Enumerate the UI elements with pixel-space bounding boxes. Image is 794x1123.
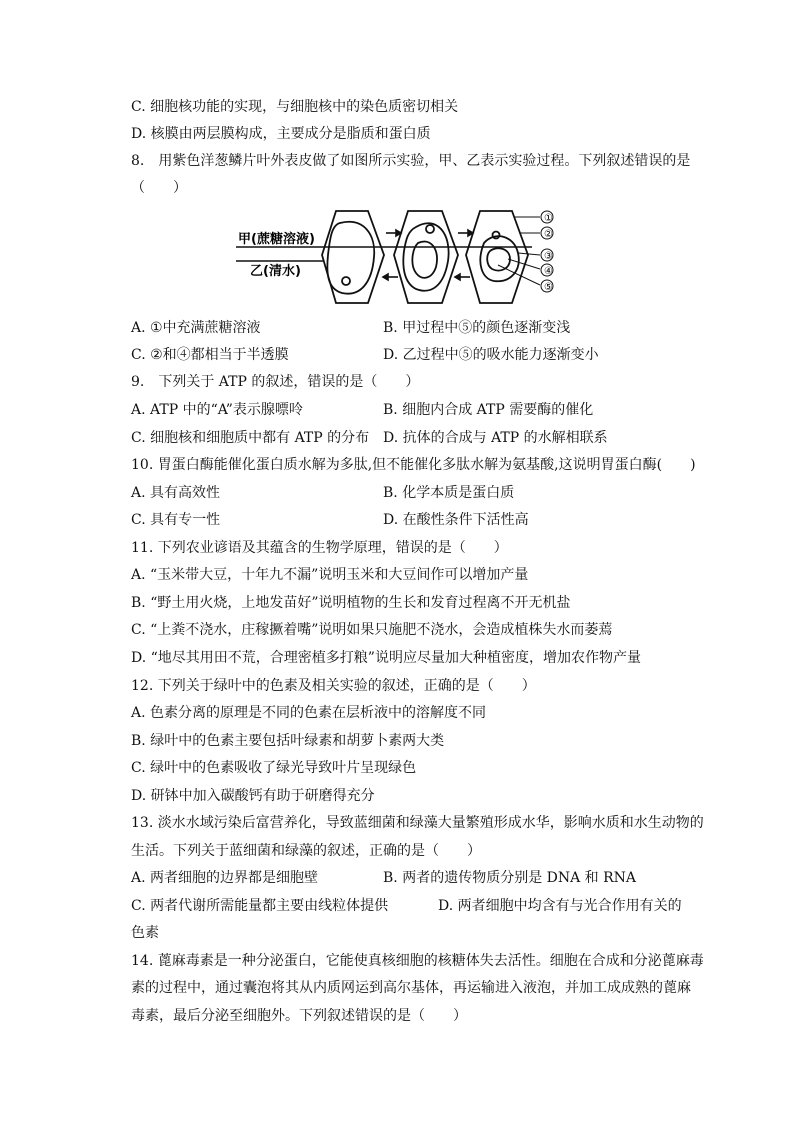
protoplast-1 xyxy=(327,222,374,294)
marker-2: ② xyxy=(544,229,553,240)
q11-stem: 11. 下列农业谚语及其蕴含的生物学原理，错误的是（ ） xyxy=(131,540,508,556)
q11-option-c: C. “上粪不浇水，庄稼撅着嘴”说明如果只施肥不浇水，会造成植株失水而萎蔫 xyxy=(131,622,613,638)
q9-option-b: B. 细胞内合成 ATP 需要酶的催化 xyxy=(383,402,594,418)
q12-stem: 12. 下列关于绿叶中的色素及相关实验的叙述，正确的是（ ） xyxy=(131,678,536,694)
q8-option-b: B. 甲过程中⑤的颜色逐渐变浅 xyxy=(383,320,571,336)
q13-stem-line1: 13. 淡水水域污染后富营养化，导致蓝细菌和绿藻大量繁殖形成水华，影响水质和水生动物的 xyxy=(131,815,704,831)
q14-stem-line3: 毒素，最后分泌至细胞外。下列叙述错误的是（ ） xyxy=(131,1008,467,1024)
marker-1: ① xyxy=(544,213,553,224)
q13-option-d: D. 两者细胞中均含有与光合作用有关的 xyxy=(438,898,682,914)
q9-stem: 9. 下列关于 ATP 的叙述，错误的是（ ） xyxy=(131,374,420,390)
marker-4: ④ xyxy=(544,266,553,277)
q13-option-a: A. 两者细胞的边界都是细胞壁 xyxy=(131,870,319,886)
q9-option-a: A. ATP 中的“A”表示腺嘌呤 xyxy=(131,402,303,418)
marker-5: ⑤ xyxy=(544,282,553,293)
q12-option-c: C. 绿叶中的色素吸收了绿光导致叶片呈现绿色 xyxy=(131,760,417,776)
q8-option-d: D. 乙过程中⑤的吸水能力逐渐变小 xyxy=(383,347,599,363)
q8-option-c: C. ②和④都相当于半透膜 xyxy=(131,347,289,363)
q8-stem: 8. 用紫色洋葱鳞片叶外表皮做了如图所示实验，甲、乙表示实验过程。下列叙述错误的是 xyxy=(131,153,691,169)
vacuole-3 xyxy=(487,248,510,270)
label-yi: 乙(清水) xyxy=(250,264,301,279)
q11-option-b: B. “野土用火烧，上地发苗好”说明植物的生长和发育过程离不开无机盐 xyxy=(131,595,571,611)
q14-stem-line2: 素的过程中，通过囊泡将其从内质网运到高尔基体，再运输进入液泡，并加工成成熟的蓖麻 xyxy=(131,980,691,996)
q10-option-c: C. 具有专一性 xyxy=(131,512,221,528)
protoplast-2 xyxy=(403,223,448,290)
nucleus-1 xyxy=(342,277,350,285)
plasmolysis-diagram xyxy=(236,203,556,315)
q14-stem-line1: 14. 蓖麻毒素是一种分泌蛋白，它能使真核细胞的核糖体失去活性。细胞在合成和分泌蓖麻毒 xyxy=(131,953,704,969)
q10-stem: 10. 胃蛋白酶能催化蛋白质水解为多肽,但不能催化多肽水解为氨基酸,这说明胃蛋白酶( ) xyxy=(131,457,696,473)
q12-option-a: A. 色素分离的原理是不同的色素在层析液中的溶解度不同 xyxy=(131,705,487,721)
q8-paren: （ ） xyxy=(131,180,187,196)
q9-option-c: C. 细胞核和细胞质中都有 ATP 的分布 xyxy=(131,430,370,446)
q7-option-d: D. 核膜由两层膜构成，主要成分是脂质和蛋白质 xyxy=(131,126,431,142)
plasmolysis-figure xyxy=(236,203,556,315)
q12-option-b: B. 绿叶中的色素主要包括叶绿素和胡萝卜素两大类 xyxy=(131,733,445,749)
q8-option-a: A. ①中充满蔗糖溶液 xyxy=(131,320,261,336)
marker-3: ③ xyxy=(544,251,553,262)
q11-option-a: A. “玉米带大豆，十年九不漏”说明玉米和大豆间作可以增加产量 xyxy=(131,567,529,583)
q13-option-b: B. 两者的遗传物质分别是 DNA 和 RNA xyxy=(383,870,637,886)
q11-option-d: D. “地尽其用田不荒，合理密植多打粮”说明应尽量加大种植密度，增加农作物产量 xyxy=(131,650,641,666)
q9-option-d: D. 抗体的合成与 ATP 的水解相联系 xyxy=(383,430,608,446)
q10-option-d: D. 在酸性条件下活性高 xyxy=(383,512,529,528)
label-jia: 甲(蔗糖溶液) xyxy=(238,232,315,247)
nucleus-2 xyxy=(426,225,434,233)
nucleus-3 xyxy=(493,232,500,239)
q13-option-c: C. 两者代谢所需能量都主要由线粒体提供 xyxy=(131,898,389,914)
q10-option-b: B. 化学本质是蛋白质 xyxy=(383,485,515,501)
q12-option-d: D. 研钵中加入碳酸钙有助于研磨得充分 xyxy=(131,788,375,804)
q10-option-a: A. 具有高效性 xyxy=(131,485,221,501)
q7-option-c: C. 细胞核功能的实现，与细胞核中的染色质密切相关 xyxy=(131,99,459,115)
protoplast-3 xyxy=(480,236,518,281)
q13-stem-line2: 生活。下列关于蓝细菌和绿藻的叙述，正确的是（ ） xyxy=(131,843,481,859)
q13-option-d-continued: 色素 xyxy=(131,925,159,941)
